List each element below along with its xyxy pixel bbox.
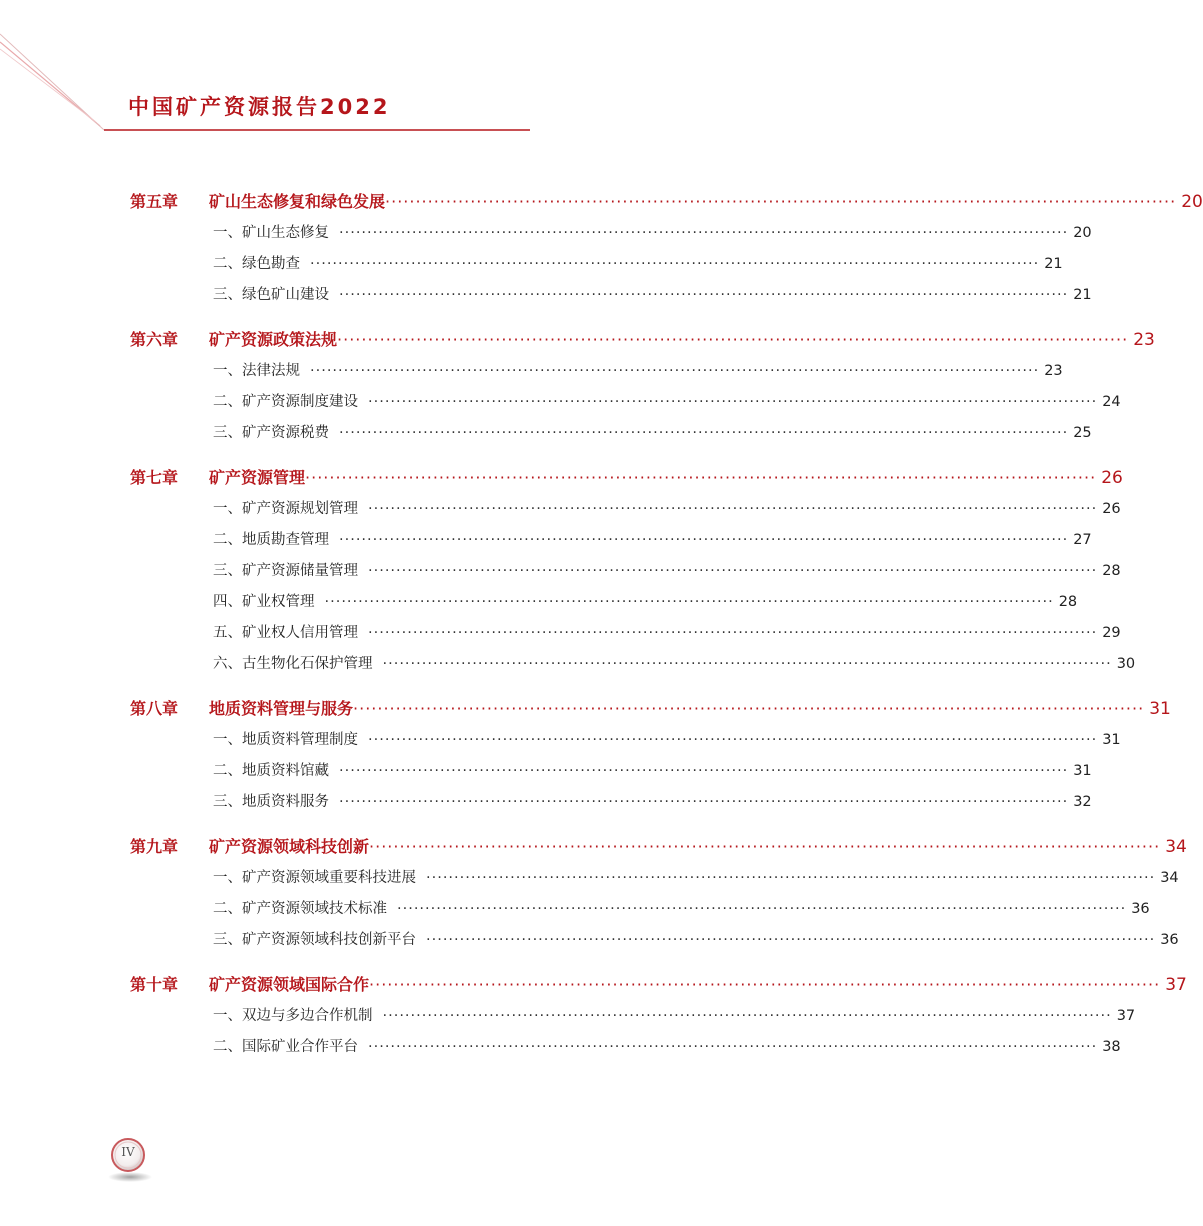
- section-page-number: 28: [1058, 594, 1078, 610]
- dot-leader: ··································································································································: [397, 901, 1127, 917]
- section-page-number: 24: [1102, 394, 1121, 410]
- dot-leader: ··································································································································: [368, 501, 1098, 517]
- dot-leader: ··································································································································: [426, 932, 1156, 948]
- section-title: 三、矿产资源储量管理: [213, 563, 358, 579]
- toc-chapter-block: [130, 831, 1187, 956]
- chapter-number: 第九章: [130, 837, 179, 856]
- chapter-title: 矿山生态修复和绿色发展: [209, 192, 386, 211]
- dot-leader: ··································································································································: [337, 330, 1129, 349]
- dot-leader: ··································································································································: [369, 837, 1161, 856]
- chapter-title: 矿产资源领域国际合作: [209, 975, 370, 994]
- dot-leader: ··································································································································: [305, 468, 1097, 487]
- dot-leader: ··································································································································: [368, 563, 1098, 579]
- toc-chapter-block: [130, 969, 1187, 1063]
- section-title: 二、绿色勘查: [213, 256, 300, 272]
- section-title: 二、地质勘查管理: [213, 532, 329, 548]
- book-title: 中国矿产资源报告2022: [128, 95, 391, 119]
- toc-chapter-block: [130, 462, 1136, 680]
- section-page-number: 37: [1116, 1008, 1136, 1024]
- section-title: 二、矿产资源制度建设: [213, 394, 358, 410]
- dot-leader: ··································································································································: [339, 225, 1069, 241]
- chapter-title: 矿产资源领域科技创新: [209, 837, 370, 856]
- section-page-number: 31: [1073, 763, 1092, 779]
- toc-section-entry[interactable]: [130, 249, 1063, 280]
- chapter-title: 地质资料管理与服务: [209, 699, 354, 718]
- dot-leader: ··································································································································: [368, 732, 1098, 748]
- section-title: 四、矿业权管理: [213, 594, 315, 610]
- dot-leader: ··································································································································: [353, 699, 1145, 718]
- section-title: 二、国际矿业合作平台: [213, 1039, 358, 1055]
- section-title: 三、矿产资源税费: [213, 425, 329, 441]
- chapter-page-number: 26: [1101, 468, 1123, 488]
- section-page-number: 21: [1073, 287, 1092, 303]
- chapter-title: 矿产资源政策法规: [209, 330, 338, 349]
- dot-leader: ··································································································································: [339, 763, 1069, 779]
- section-page-number: 31: [1102, 732, 1121, 748]
- dot-leader: ··································································································································: [426, 870, 1156, 886]
- section-title: 一、矿山生态修复: [213, 225, 329, 241]
- section-page-number: 34: [1160, 870, 1179, 886]
- dot-leader: ··································································································································: [310, 363, 1040, 379]
- toc-section-entry[interactable]: [130, 356, 1063, 387]
- toc-section-entry[interactable]: [130, 525, 1092, 556]
- toc-chapter-block: [130, 186, 1203, 311]
- chapter-page-number: 23: [1133, 330, 1155, 350]
- dot-leader: ··································································································································: [368, 625, 1098, 641]
- toc-chapter-block: [130, 693, 1171, 818]
- chapter-number: 第五章: [130, 192, 179, 211]
- toc-chapter-entry[interactable]: [130, 186, 1203, 218]
- dot-leader: ··································································································································: [369, 975, 1161, 994]
- toc-section-entry[interactable]: [130, 494, 1121, 525]
- section-page-number: 30: [1116, 656, 1136, 672]
- chapter-page-number: 20: [1181, 192, 1203, 212]
- section-page-number: 25: [1073, 425, 1092, 441]
- chapter-page-number: 34: [1165, 837, 1187, 857]
- toc-section-entry[interactable]: [130, 649, 1136, 680]
- toc-chapter-entry[interactable]: [130, 831, 1187, 863]
- section-page-number: 27: [1073, 532, 1092, 548]
- chapter-number: 第六章: [130, 330, 179, 349]
- dot-leader: ··································································································································: [368, 394, 1098, 410]
- toc-section-entry[interactable]: [130, 280, 1092, 311]
- toc-section-entry[interactable]: [130, 787, 1092, 818]
- toc-section-entry[interactable]: [130, 1032, 1121, 1063]
- section-page-number: 20: [1073, 225, 1092, 241]
- chapter-page-number: 31: [1149, 699, 1171, 719]
- chapter-number: 第八章: [130, 699, 179, 718]
- chapter-title: 矿产资源管理: [209, 468, 306, 487]
- section-title: 一、双边与多边合作机制: [213, 1008, 373, 1024]
- section-title: 二、地质资料馆藏: [213, 763, 329, 779]
- dot-leader: ··································································································································: [339, 794, 1069, 810]
- toc-section-entry[interactable]: [130, 863, 1179, 894]
- toc-section-entry[interactable]: [130, 556, 1121, 587]
- dot-leader: ··································································································································: [368, 1039, 1098, 1055]
- section-title: 三、绿色矿山建设: [213, 287, 329, 303]
- chapter-number: 第十章: [130, 975, 179, 994]
- section-page-number: 21: [1044, 256, 1063, 272]
- section-page-number: 36: [1160, 932, 1179, 948]
- dot-leader: ··································································································································: [339, 425, 1069, 441]
- dot-leader: ··································································································································: [310, 256, 1040, 272]
- table-of-contents: [130, 186, 1203, 1076]
- chapter-number: 第七章: [130, 468, 179, 487]
- section-page-number: 28: [1102, 563, 1121, 579]
- section-title: 二、矿产资源领域技术标准: [213, 901, 387, 917]
- toc-section-entry[interactable]: [130, 418, 1092, 449]
- section-title: 一、矿产资源领域重要科技进展: [213, 870, 416, 886]
- section-page-number: 32: [1073, 794, 1092, 810]
- dot-leader: ··································································································································: [382, 656, 1112, 672]
- chapter-page-number: 37: [1165, 975, 1187, 995]
- toc-section-entry[interactable]: [130, 387, 1121, 418]
- toc-section-entry[interactable]: [130, 756, 1092, 787]
- toc-section-entry[interactable]: [130, 218, 1092, 249]
- toc-chapter-entry[interactable]: [130, 324, 1155, 356]
- section-page-number: 23: [1044, 363, 1063, 379]
- page-number-emblem: [104, 1136, 154, 1186]
- dot-leader: ··································································································································: [382, 1008, 1112, 1024]
- section-title: 三、矿产资源领域科技创新平台: [213, 932, 416, 948]
- section-page-number: 38: [1102, 1039, 1121, 1055]
- section-title: 五、矿业权人信用管理: [213, 625, 358, 641]
- toc-chapter-entry[interactable]: [130, 462, 1123, 494]
- section-page-number: 36: [1131, 901, 1150, 917]
- section-title: 一、矿产资源规划管理: [213, 501, 358, 517]
- section-title: 六、古生物化石保护管理: [213, 656, 373, 672]
- section-title: 一、法律法规: [213, 363, 300, 379]
- toc-section-entry[interactable]: [130, 618, 1121, 649]
- dot-leader: ··································································································································: [324, 594, 1054, 610]
- toc-section-entry[interactable]: [130, 925, 1179, 956]
- section-title: 一、地质资料管理制度: [213, 732, 358, 748]
- toc-section-entry[interactable]: [130, 894, 1150, 925]
- dot-leader: ··································································································································: [339, 287, 1069, 303]
- section-page-number: 26: [1102, 501, 1121, 517]
- toc-chapter-entry[interactable]: [130, 693, 1171, 725]
- section-page-number: 29: [1102, 625, 1121, 641]
- toc-chapter-block: [130, 324, 1155, 449]
- dot-leader: ··································································································································: [339, 532, 1069, 548]
- section-title: 三、地质资料服务: [213, 794, 329, 810]
- toc-chapter-entry[interactable]: [130, 969, 1187, 1001]
- dot-leader: ··································································································································: [385, 192, 1177, 211]
- toc-section-entry[interactable]: [130, 1001, 1136, 1032]
- toc-section-entry[interactable]: [130, 725, 1121, 756]
- page-number: IV: [121, 1145, 135, 1159]
- toc-section-entry[interactable]: [130, 587, 1078, 618]
